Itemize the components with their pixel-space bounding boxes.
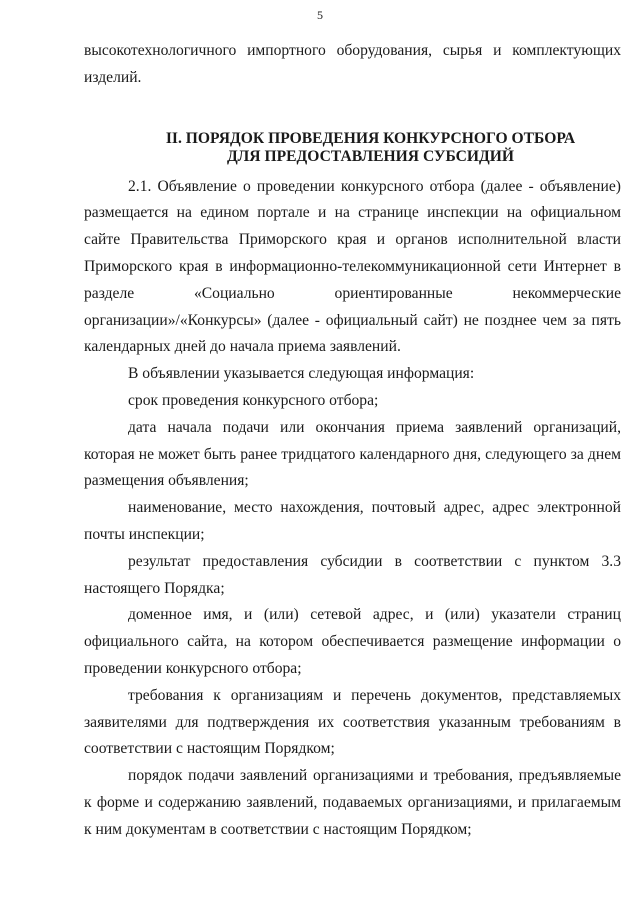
paragraph-item-dates: дата начала подачи или окончания приема заявлений организаций, которая не может быть ранее тридцатого календарного дня, следующего за днем размещения объявления; (84, 418, 621, 490)
page-number: 5 (317, 8, 323, 22)
paragraph-item-procedure: порядок подачи заявлений организациями и требования, предъявляемые к форме и содержанию заявлений, подаваемых организациями, и прилагаемым к ним документам в соответствии с настоящим Порядком; (84, 767, 621, 838)
paragraph-continuation: высокотехнологичного импортного оборудования, сырья и комплектующих изделий. (84, 42, 621, 86)
paragraph-2-1: 2.1. Объявление о проведении конкурсного отбора (далее - объявление) размещается на едином портале и на странице инспекции на официальном сайте Правительства Приморского края и органов исполнительной власти Приморского края в информационно-телекоммуникационной сети Интернет в разделе «Социально ориентированные некоммерческие организации»/«Конкурсы» (далее - официальный сайт) не позднее чем за пять календарных дней до начала приема заявлений. (84, 177, 621, 356)
paragraph-item-period: срок проведения конкурсного отбора; (128, 391, 379, 409)
document-body (84, 38, 621, 844)
section-heading (84, 130, 621, 166)
paragraph-item-domain: доменное имя, и (или) сетевой адрес, и (или) указатели страниц официального сайта, на котором обеспечивается размещение информации о проведении конкурсного отбора; (84, 606, 621, 677)
paragraph-item-requirements: требования к организациям и перечень документов, представляемых заявителями для подтверждения их соответствия указанным требованиям в соответствии с настоящим Порядком; (84, 686, 621, 758)
section-heading-line-1: II. ПОРЯДОК ПРОВЕДЕНИЯ КОНКУРСНОГО ОТБОРА (165, 129, 576, 147)
paragraph-item-contacts: наименование, место нахождения, почтовый адрес, адрес электронной почты инспекции; (84, 499, 621, 543)
paragraph-info-intro: В объявлении указывается следующая информация: (128, 365, 475, 383)
section-heading-line-2: ДЛЯ ПРЕДОСТАВЛЕНИЯ СУБСИДИЙ (226, 147, 515, 165)
paragraph-item-result: результат предоставления субсидии в соответствии с пунктом 3.3 настоящего Порядка; (84, 552, 621, 597)
